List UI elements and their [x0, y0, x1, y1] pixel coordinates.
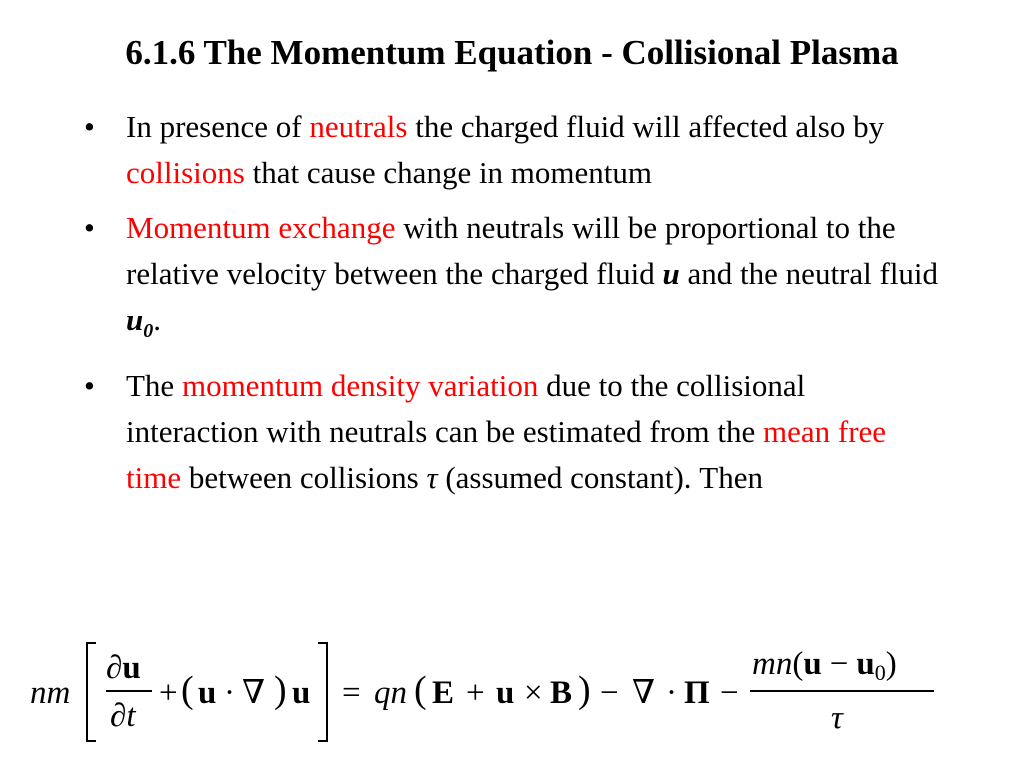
eq-plus: +	[466, 675, 485, 711]
eq-equals: =	[342, 675, 361, 711]
eq-E: E	[432, 675, 455, 711]
variable-u0	[126, 302, 154, 342]
eq-u: u	[292, 675, 311, 711]
bullet-text: In presence of	[126, 109, 310, 144]
eq-partial-symbol: ∂	[110, 698, 127, 734]
eq-lparen: (	[792, 646, 804, 682]
eq-u0: u	[856, 646, 875, 682]
eq-u: u	[803, 646, 822, 682]
eq-dot: ·	[666, 675, 677, 711]
eq-plus: +	[159, 675, 178, 711]
highlight-collisions: collisions	[126, 155, 245, 190]
bullet-item-neutrals	[84, 104, 944, 196]
eq-mn: mn	[752, 646, 793, 682]
eq-lparen: (	[414, 669, 427, 711]
highlight-momentum-exchange: Momentum exchange	[126, 210, 396, 245]
eq-nm: nm	[30, 675, 71, 711]
momentum-equation	[0, 632, 1024, 768]
bullet-text: and the neutral fluid	[679, 256, 939, 291]
eq-u-bold: u	[122, 650, 141, 686]
eq-dot: ·	[224, 675, 235, 711]
eq-left-bracket	[86, 642, 96, 742]
variable-u0-base: u	[126, 302, 144, 337]
highlight-neutrals: neutrals	[309, 109, 408, 144]
bullet-text: (assumed constant). Then	[437, 460, 764, 495]
eq-t: t	[126, 698, 136, 734]
eq-rparen: )	[885, 646, 897, 682]
eq-collision-numerator	[752, 646, 897, 691]
eq-fraction-line-collision	[750, 690, 934, 692]
variable-u0-subscript: 0	[143, 320, 154, 342]
eq-dt-denominator	[110, 698, 135, 734]
bullet-text: due to the collisional interaction with neutrals can be estimated from the	[126, 368, 806, 449]
eq-B: B	[550, 675, 573, 711]
eq-qn: qn	[374, 675, 407, 711]
bullet-marker: •	[84, 109, 95, 144]
bullet-text: the charged fluid will affected also by	[407, 109, 885, 144]
bullet-text: between collisions	[181, 460, 427, 495]
eq-nabla: ∇	[242, 675, 266, 711]
eq-Pi: Π	[684, 675, 710, 711]
eq-rparen: )	[274, 669, 287, 711]
eq-rparen: )	[578, 669, 591, 711]
highlight-momentum-density-variation: momentum density variation	[181, 368, 539, 403]
eq-subscript-zero: 0	[874, 660, 886, 685]
eq-minus: −	[720, 675, 739, 711]
eq-fraction-line-dt	[106, 690, 152, 692]
bullet-item-momentum-exchange	[84, 205, 944, 354]
eq-tau-denominator: τ	[831, 700, 843, 736]
variable-tau: τ	[426, 460, 438, 495]
bullet-text: The	[126, 368, 182, 403]
eq-cross: ×	[524, 675, 543, 711]
bullet-text: .	[153, 302, 161, 337]
eq-minus: −	[829, 646, 849, 682]
eq-lparen: (	[181, 669, 194, 711]
variable-u: u	[662, 256, 680, 291]
eq-u: u	[496, 675, 515, 711]
eq-minus: −	[600, 675, 619, 711]
eq-nabla: ∇	[632, 675, 656, 711]
bullet-text: that cause change in momentum	[244, 155, 653, 190]
eq-partial-symbol: ∂	[106, 650, 123, 686]
bullet-marker: •	[84, 368, 95, 403]
bullet-marker: •	[84, 210, 95, 245]
eq-u: u	[198, 675, 217, 711]
highlight-mean-free-time: mean free time	[126, 414, 887, 495]
eq-right-bracket	[318, 642, 328, 742]
bullet-list	[84, 104, 944, 510]
slide-title: 6.1.6 The Momentum Equation - Collisional Plasma	[125, 33, 899, 72]
bullet-text: with neutrals will be proportional to the relative velocity between the charged fluid	[126, 210, 896, 291]
bullet-item-momentum-density	[84, 363, 944, 501]
eq-du-numerator	[106, 650, 141, 686]
